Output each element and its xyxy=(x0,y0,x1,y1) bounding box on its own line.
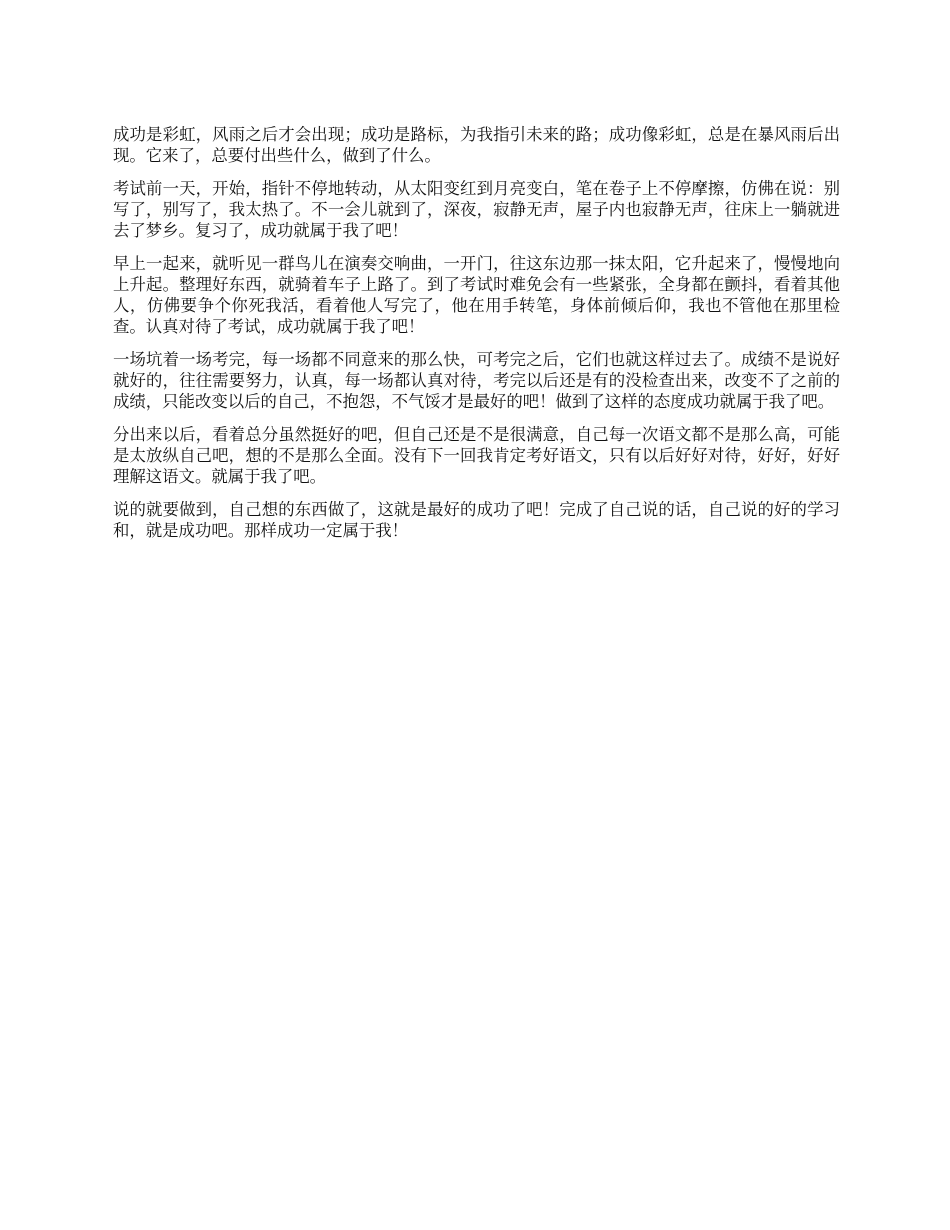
paragraph-1: 成功是彩虹，风雨之后才会出现；成功是路标，为我指引未来的路；成功像彩虹，总是在暴风雨后出现。它来了，总要付出些什么，做到了什么。 xyxy=(113,125,840,165)
paragraph-2: 考试前一天，开始，指针不停地转动，从太阳变红到月亮变白，笔在卷子上不停摩擦，仿佛在说：别写了，别写了，我太热了。不一会儿就到了，深夜，寂静无声，屋子内也寂静无声，往床上一躺就进去了梦乡。复习了，成功就属于我了吧！ xyxy=(113,179,840,240)
paragraph-4: 一场坑着一场考完，每一场都不同意来的那么快，可考完之后，它们也就这样过去了。成绩不是说好就好的，往往需要努力，认真，每一场都认真对待，考完以后还是有的没检查出来，改变不了之前的成绩，只能改变以后的自己，不抱怨，不气馁才是最好的吧！做到了这样的态度成功就属于我了吧。 xyxy=(113,350,840,411)
paragraph-3: 早上一起来，就听见一群鸟儿在演奏交响曲，一开门，往这东边那一抹太阳，它升起来了，慢慢地向上升起。整理好东西，就骑着车子上路了。到了考试时难免会有一些紧张，全身都在颤抖，看着其他人，仿佛要争个你死我活，看着他人写完了，他在用手转笔，身体前倾后仰，我也不管他在那里检查。认真对待了考试，成功就属于我了吧！ xyxy=(113,254,840,336)
paragraph-6: 说的就要做到，自己想的东西做了，这就是最好的成功了吧！完成了自己说的话，自己说的好的学习和，就是成功吧。那样成功一定属于我！ xyxy=(113,500,840,540)
document-page xyxy=(113,124,840,553)
paragraph-5: 分出来以后，看着总分虽然挺好的吧，但自己还是不是很满意，自己每一次语文都不是那么高，可能是太放纵自己吧，想的不是那么全面。没有下一回我肯定考好语文，只有以后好好对待，好好，好好理解这语文。就属于我了吧。 xyxy=(113,425,840,486)
